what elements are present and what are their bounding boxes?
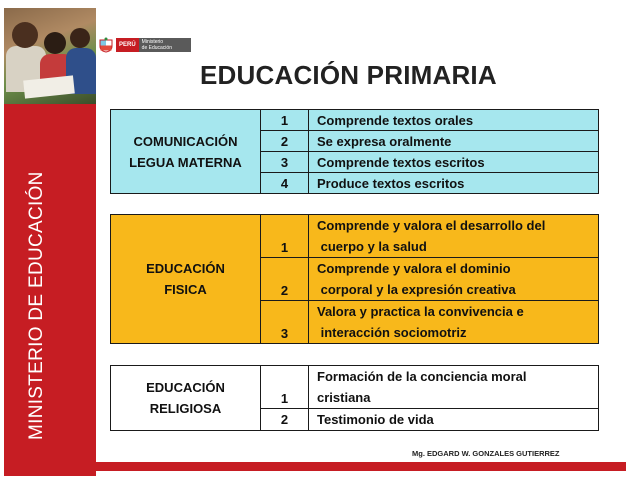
competency-text: Produce textos escritos xyxy=(309,173,599,194)
comunicacion-table xyxy=(110,109,599,194)
competency-text xyxy=(309,258,599,301)
competency-line: Comprende y valora el desarrollo del xyxy=(317,218,546,233)
page-title: EDUCACIÓN PRIMARIA xyxy=(200,60,497,90)
competency-line: corporal y la expresión creativa xyxy=(317,282,516,297)
competency-text: Comprende textos escritos xyxy=(309,152,599,173)
competency-number: 2 xyxy=(261,131,309,152)
child-head xyxy=(70,28,90,48)
area-cell xyxy=(111,366,261,431)
competency-number: 1 xyxy=(261,110,309,131)
competency-line: Valora y practica la convivencia e xyxy=(317,304,524,319)
competency-text xyxy=(309,366,599,409)
child-head xyxy=(12,22,38,48)
coat-of-arms-icon xyxy=(98,37,114,53)
book xyxy=(23,75,75,98)
competency-line: cuerpo y la salud xyxy=(317,239,427,254)
competency-text xyxy=(309,215,599,258)
area-label-line2: LEGUA MATERNA xyxy=(129,154,242,170)
child-head xyxy=(44,32,66,54)
educacion-fisica-table xyxy=(110,214,599,344)
educacion-religiosa-table xyxy=(110,365,599,431)
competency-line: Formación de la conciencia moral xyxy=(317,369,527,384)
competency-line: interacción sociomotriz xyxy=(317,325,467,340)
area-label-line1: EDUCACIÓN xyxy=(146,261,225,276)
area-label-line1: EDUCACIÓN xyxy=(146,380,225,395)
table-row xyxy=(111,110,599,131)
table-row xyxy=(111,215,599,258)
competency-text xyxy=(309,301,599,344)
competency-text: Comprende textos orales xyxy=(309,110,599,131)
logo-ministry: Ministerio de Educación xyxy=(139,38,191,52)
area-label-line2: RELIGIOSA xyxy=(149,401,222,416)
ministry-logo xyxy=(98,36,191,54)
competency-number: 2 xyxy=(261,258,309,301)
author-signature: Mg. EDGARD W. GONZALES GUTIERREZ xyxy=(412,449,560,458)
competency-number: 1 xyxy=(261,366,309,409)
competency-text: Se expresa oralmente xyxy=(309,131,599,152)
competency-number: 3 xyxy=(261,301,309,344)
table-row xyxy=(111,366,599,409)
area-label-line2: FISICA xyxy=(164,282,207,297)
area-label-line1: COMUNICACIÓN xyxy=(133,133,238,149)
area-cell xyxy=(111,110,261,194)
bottom-red-bar xyxy=(96,462,626,471)
competency-line: Comprende y valora el dominio xyxy=(317,261,511,276)
competency-number: 4 xyxy=(261,173,309,194)
competency-number: 2 xyxy=(261,409,309,431)
competency-text: Testimonio de vida xyxy=(309,409,599,431)
competency-number: 1 xyxy=(261,215,309,258)
area-cell xyxy=(111,215,261,344)
competency-line: cristiana xyxy=(317,390,371,405)
ministry-vertical-title: MINISTERIO DE EDUCACIÓN xyxy=(26,171,47,440)
competency-number: 3 xyxy=(261,152,309,173)
logo-country: PERÚ xyxy=(116,38,139,52)
students-photo xyxy=(4,8,96,104)
